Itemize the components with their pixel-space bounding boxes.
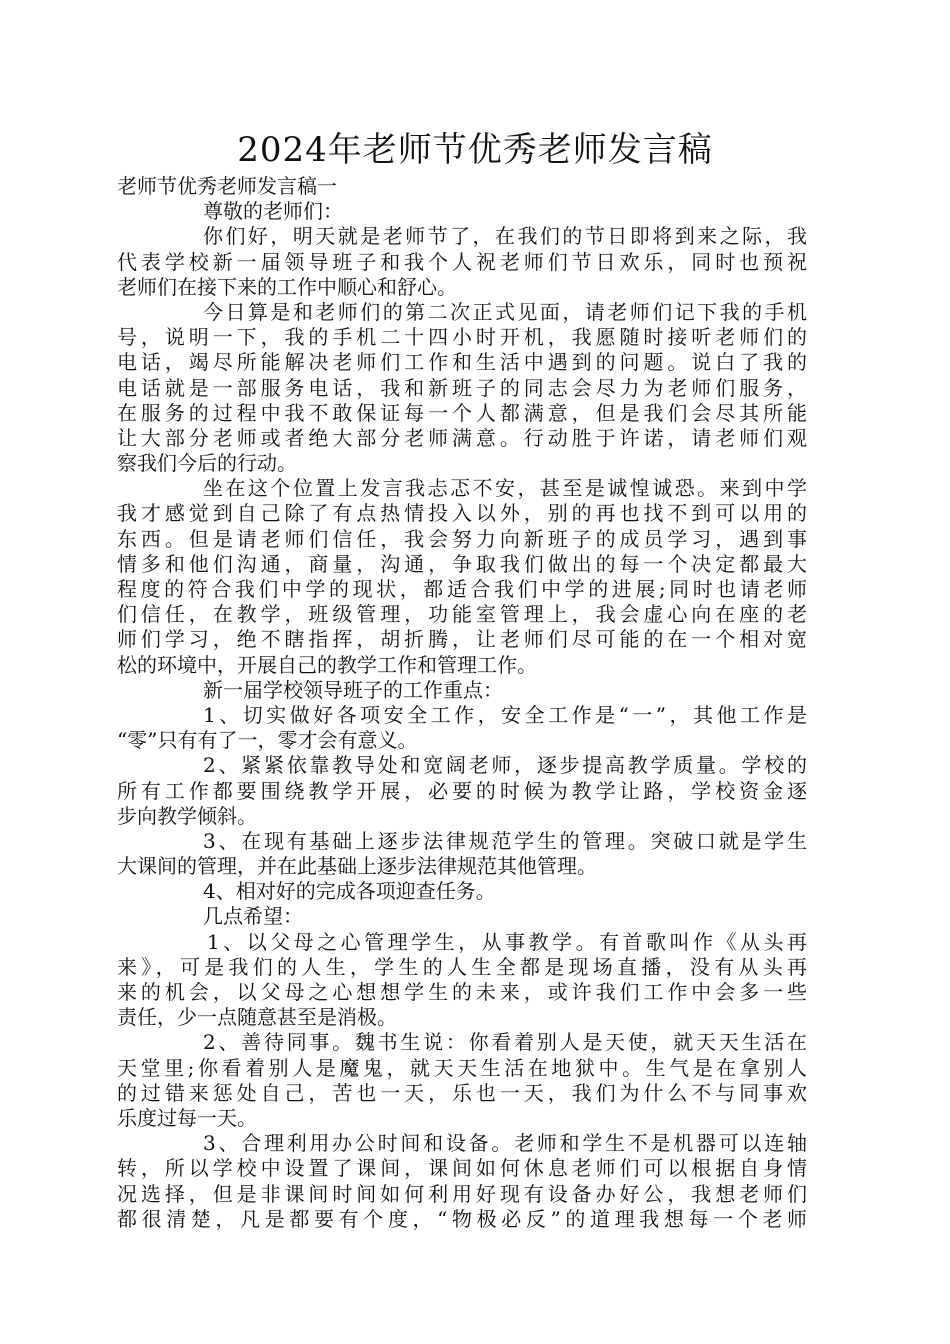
text-line: 乐度过每一天。: [117, 1105, 257, 1130]
text-line: 代表学校新一届领导班子和我个人祝老师们节日欢乐，同时也预祝: [117, 249, 807, 274]
text-line: 2、善待同事。魏书生说：你看着别人是天使，就天天生活在: [203, 1030, 807, 1055]
text-line: 天堂里;你看着别人是魔鬼，就天天生活在地狱中。生气是在拿别人: [117, 1055, 807, 1080]
text-line: 责任，少一点随意甚至是消极。: [117, 1005, 397, 1030]
text-line: 们信任，在教学，班级管理，功能室管理上，我会虚心向在座的老: [117, 602, 807, 627]
text-line: 情多和他们沟通，商量，沟通，争取我们做出的每一个决定都最大: [117, 551, 807, 576]
text-line: 电话，竭尽所能解决老师们工作和生活中遇到的问题。说白了我的: [117, 350, 807, 375]
text-line: 老师们在接下来的工作中顺心和舒心。: [117, 274, 457, 299]
text-line: 你们好，明天就是老师节了，在我们的节日即将到来之际，我: [203, 224, 807, 249]
text-line: 都很清楚，凡是都要有个度，“物极必反”的道理我想每一个老师: [117, 1206, 807, 1231]
text-line: 3、在现有基础上逐步法律规范学生的管理。突破口就是学生: [203, 828, 807, 853]
text-line: 新一届学校领导班子的工作重点：: [203, 677, 503, 702]
text-line: 坐在这个位置上发言我忐忑不安，甚至是诚惶诚恐。来到中学: [203, 476, 807, 501]
text-line: 大课间的管理，并在此基础上逐步法律规范其他管理。: [117, 854, 597, 879]
text-line: 电话就是一部服务电话，我和新班子的同志会尽力为老师们服务，: [117, 375, 807, 400]
text-line: 2、紧紧依靠教导处和宽阔老师，逐步提高教学质量。学校的: [203, 753, 807, 778]
text-line: 几点希望：: [203, 904, 303, 929]
text-line: 我才感觉到自己除了有点热情投入以外，别的再也找不到可以用的: [117, 501, 807, 526]
document-title: 2024年老师节优秀老师发言稿: [237, 130, 713, 170]
text-line: 在服务的过程中我不敢保证每一个人都满意，但是我们会尽其所能: [117, 400, 807, 425]
text-line: 东西。但是请老师们信任，我会努力向新班子的成员学习，遇到事: [117, 526, 807, 551]
text-line: 老师节优秀老师发言稿一: [117, 174, 337, 198]
text-line: 程度的符合我们中学的现状，都适合我们中学的进展;同时也请老师: [117, 577, 807, 601]
text-line: 来》，可是我们的人生，学生的人生全都是现场直播，没有从头再: [117, 954, 807, 979]
text-line: “零”只有有了一，零才会有意义。: [117, 728, 418, 753]
text-line: 号，说明一下，我的手机二十四小时开机，我愿随时接听老师们的: [117, 325, 807, 350]
text-line: 让大部分老师或者绝大部分老师满意。行动胜于许诺，请老师们观: [117, 425, 807, 450]
text-line: 3、合理利用办公时间和设备。老师和学生不是机器可以连轴: [203, 1131, 807, 1156]
text-line: 师们学习，绝不瞎指挥，胡折腾，让老师们尽可能的在一个相对宽: [117, 627, 807, 652]
text-line: 来的机会，以父母之心想想学生的未来，或许我们工作中会多一些: [117, 980, 807, 1004]
text-line: 转，所以学校中设置了课间，课间如何休息老师们可以根据自身情: [117, 1156, 807, 1181]
text-line: 步向教学倾斜。: [117, 803, 257, 828]
text-line: 4、相对好的完成各项迎查任务。: [203, 879, 496, 904]
text-line: 所有工作都要围绕教学开展，必要的时候为教学让路，学校资金逐: [117, 778, 807, 803]
text-line: 的过错来惩处自己，苦也一天，乐也一天，我们为什么不与同事欢: [117, 1080, 807, 1105]
text-line: 尊敬的老师们：: [203, 199, 343, 224]
text-line: 1、切实做好各项安全工作，安全工作是“一”，其他工作是: [203, 702, 807, 727]
document-body: [117, 174, 807, 1232]
text-line: 今日算是和老师们的第二次正式见面，请老师们记下我的手机: [203, 299, 807, 324]
text-line: 察我们今后的行动。: [117, 451, 297, 476]
text-line: 松的环境中，开展自己的教学工作和管理工作。: [117, 652, 537, 677]
text-line: 1、以父母之心管理学生，从事教学。有首歌叫作《从头再: [207, 929, 807, 954]
text-line: 况选择，但是非课间时间如何利用好现有设备办好公，我想老师们: [117, 1181, 807, 1206]
